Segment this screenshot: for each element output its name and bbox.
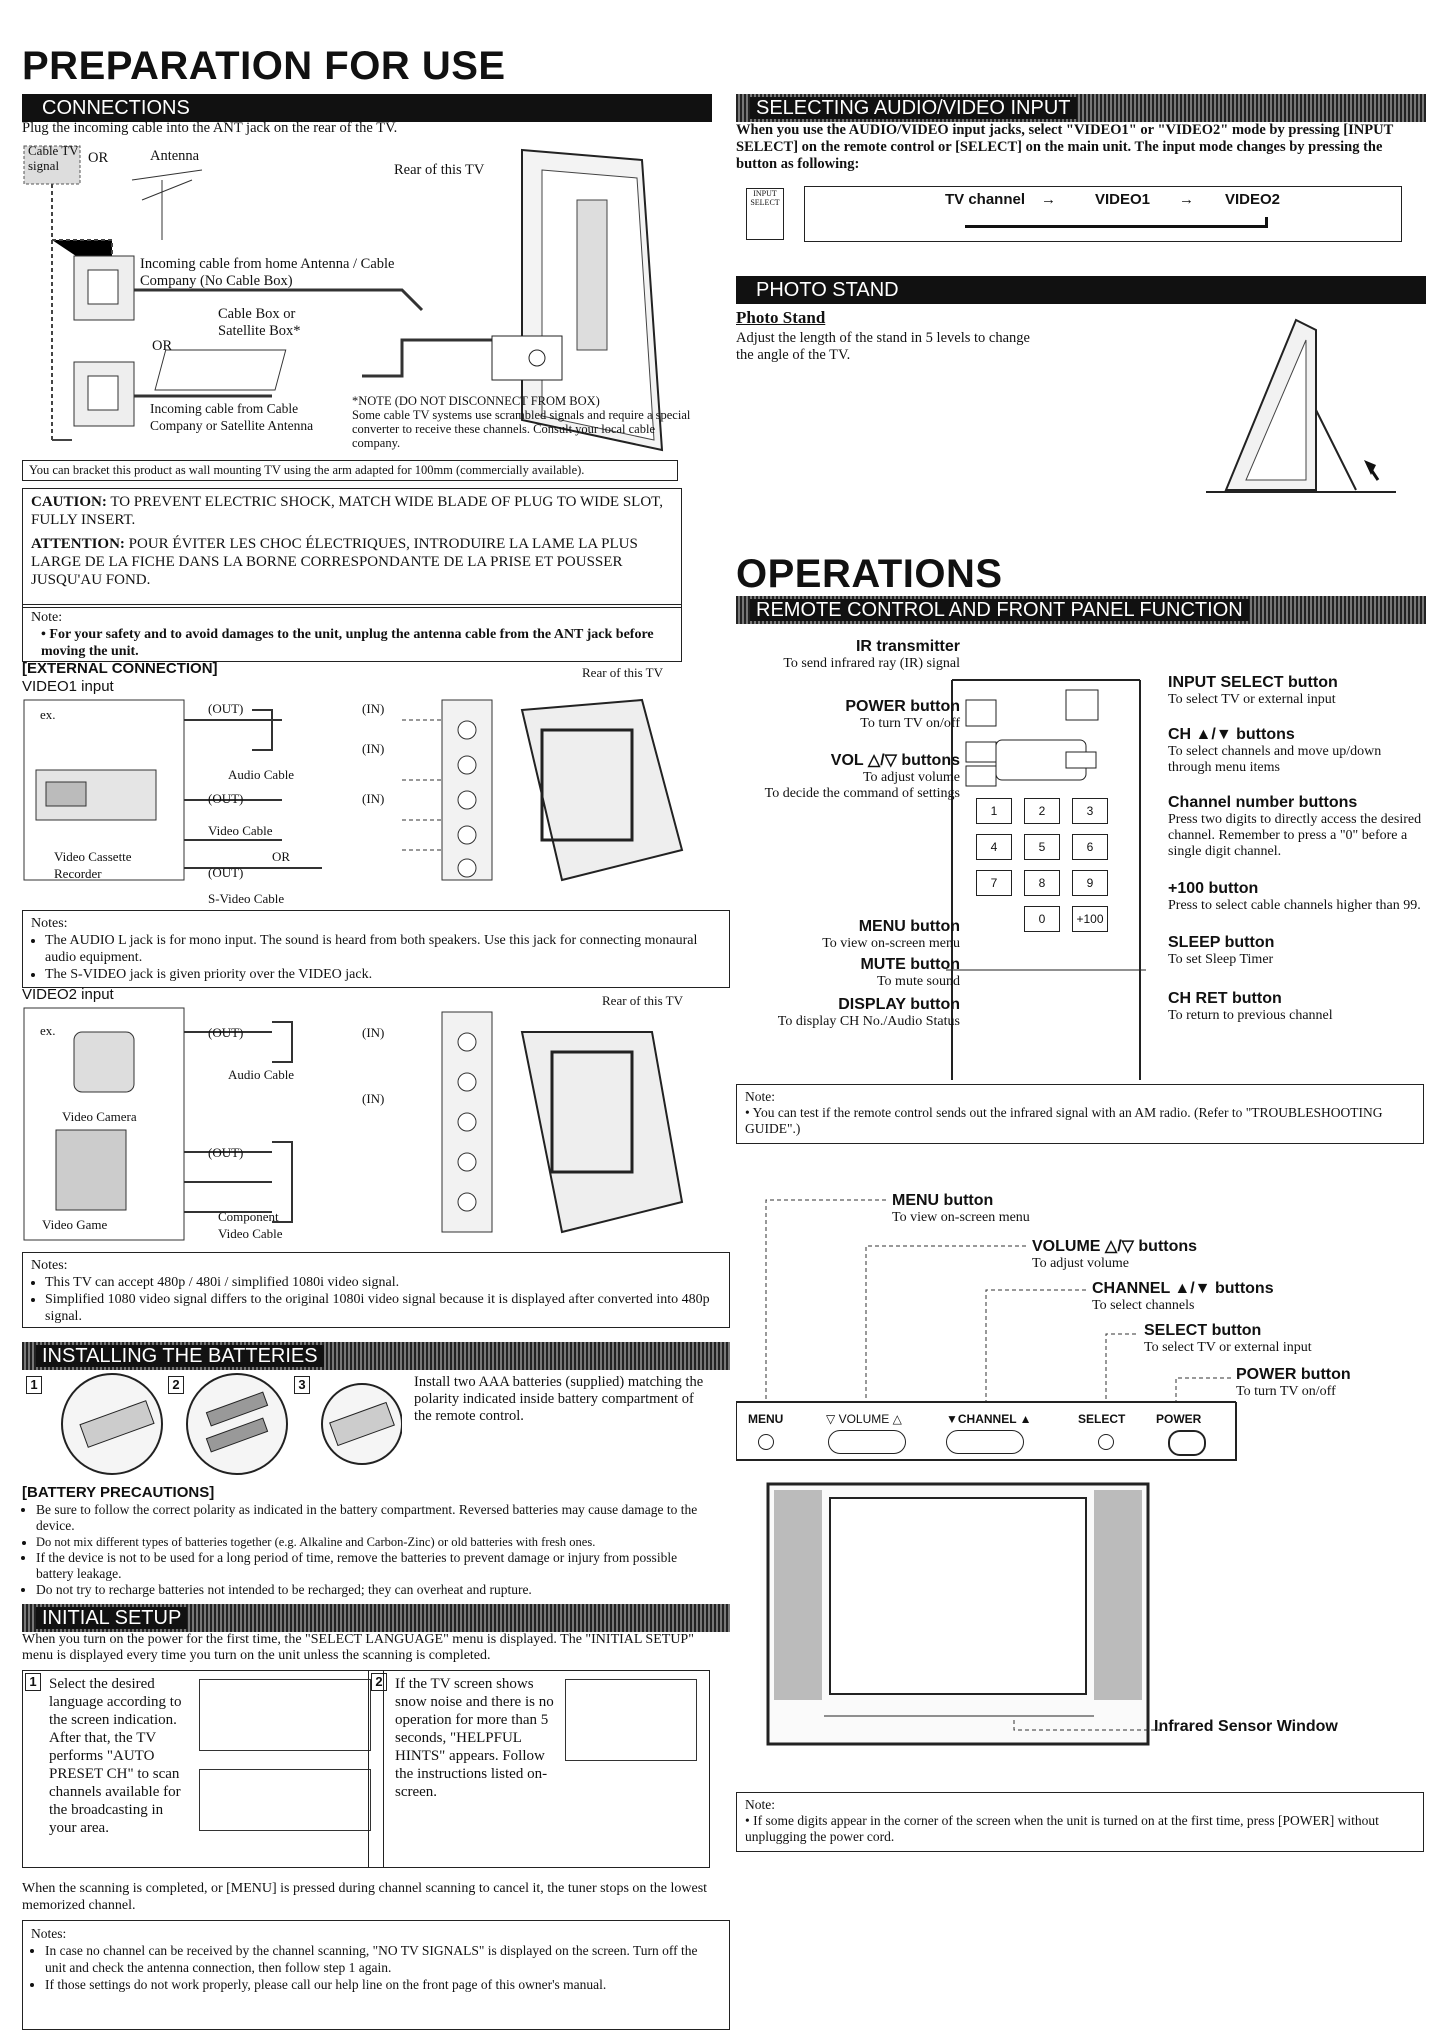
input-select-callout [1168, 674, 1338, 708]
in-label-5: (IN) [362, 1091, 385, 1106]
mute-button-callout [860, 956, 960, 990]
number-key[interactable]: 4 [976, 834, 1012, 860]
panel-menu-button[interactable] [758, 1434, 774, 1450]
number-key[interactable]: 6 [1072, 834, 1108, 860]
page-title: PREPARATION FOR USE [22, 44, 506, 88]
ir-transmitter-label: IR transmitter [855, 638, 960, 655]
photo-stand-text: Adjust the length of the stand in 5 levels to change the angle of the TV. [736, 330, 1030, 363]
av-bar: SELECTING AUDIO/VIDEO INPUT [736, 94, 1426, 122]
plus100-label: +100 button [1168, 880, 1259, 897]
front-channel-desc: To select channels [1092, 1298, 1195, 1313]
attention-label: ATTENTION: [31, 536, 125, 552]
audio-cable-label: Audio Cable [228, 767, 295, 782]
svideo-cable-label: S-Video Cable [208, 891, 285, 906]
sensor-label: Infrared Sensor Window [1154, 1718, 1338, 1735]
display-button-label: DISPLAY button [838, 996, 960, 1013]
front-power-desc: To turn TV on/off [1236, 1384, 1336, 1399]
number-key[interactable]: 8 [1024, 870, 1060, 896]
in-label-4: (IN) [362, 1025, 385, 1040]
or-label: OR [88, 150, 109, 166]
input-cycle-box [804, 186, 1402, 242]
vol-desc: To adjust volume [862, 770, 960, 785]
panel-menu-label: MENU [748, 1412, 784, 1426]
cable-note [352, 394, 702, 450]
panel-volume-button[interactable] [828, 1430, 906, 1454]
caution-label: CAUTION: [31, 494, 107, 510]
out-label: (OUT) [208, 701, 244, 716]
cable-tv-signal-label: Cable TV signal [28, 143, 79, 173]
audio-cable-label-2: Audio Cable [228, 1067, 295, 1082]
batteries-bar: INSTALLING THE BATTERIES [22, 1342, 730, 1370]
front-channel-label: CHANNEL ▲/▼ buttons [1092, 1280, 1274, 1297]
setup-note-item: • In case no channel can be received by the channel scanning, "NO TV SIGNALS" is displayed on the screen. Turn off the unit and check the antenna connection, then follow step 1 again. [45, 1942, 721, 1976]
out-label-5: (OUT) [208, 1145, 244, 1160]
game-label: Video Game [42, 1217, 108, 1232]
attention-text: POUR ÉVITER LES CHOC ÉLECTRIQUES, INTRODUIRE LA LAME LA PLUS LARGE DE LA FICHE DANS LA BORNE CORRESPONDANTE DE LA PRISE ET POUSSER JUSQU'AU FOND. [31, 536, 638, 588]
cable-box-label: Cable Box or Satellite Box* [218, 306, 301, 339]
in-label-3: (IN) [362, 791, 385, 806]
sleep-label: SLEEP button [1168, 934, 1275, 951]
precaution-item: • Do not try to recharge batteries not intended to be recharged; they can overheat and rupture. [36, 1582, 706, 1598]
display-button-callout [778, 996, 960, 1030]
ch-ret-callout [1168, 990, 1333, 1024]
language-menu-screen [199, 1679, 371, 1751]
front-volume-desc: To adjust volume [1032, 1256, 1130, 1271]
batteries-diagram [22, 1372, 402, 1482]
number-key[interactable]: 0 [1024, 906, 1060, 932]
precaution-item: • Be sure to follow the correct polarity as indicated in the battery compartment. Reversed batteries may cause damage to the device. [36, 1502, 706, 1534]
caution-box [22, 488, 682, 608]
input-select-desc: To select TV or external input [1168, 692, 1336, 707]
video2-label: VIDEO2 [1225, 191, 1281, 208]
out-label-3: (OUT) [208, 865, 244, 880]
setup-bar: INITIAL SETUP [22, 1604, 730, 1632]
remote-note-text: You can test if the remote control sends out the infrared signal with an AM radio. (Refer to "TROUBLESHOOTING GUIDE".) [745, 1105, 1383, 1136]
step-2-badge: 2 [168, 1376, 184, 1394]
remote-note-title: Note: [745, 1089, 775, 1104]
sleep-desc: To set Sleep Timer [1168, 952, 1274, 967]
channel-number-label: Channel number buttons [1168, 794, 1358, 811]
in-label-2: (IN) [362, 741, 385, 756]
photo-stand-title: Photo Stand [736, 308, 826, 327]
antenna-label: Antenna [150, 148, 200, 164]
settings-callout [765, 786, 960, 802]
incoming-company-label: Incoming cable from Cable Company or Satellite Antenna [150, 401, 314, 433]
number-key[interactable]: 1 [976, 798, 1012, 824]
tv-channel-label: TV channel [945, 191, 1026, 208]
mute-button-label: MUTE button [860, 956, 960, 973]
menu-button-label: MENU button [858, 918, 960, 935]
battery-precautions-list [22, 1502, 706, 1598]
setup-step-2 [368, 1670, 710, 1868]
setup-note-item: • If those settings do not work properly, please call our help line on the front page of this owner's manual. [45, 1976, 721, 1993]
precaution-item: • Do not mix different types of batteries together (e.g. Alkaline and Carbon-Zinc) or old batteries with fresh ones. [36, 1534, 706, 1550]
cycle-arrow-2: → [1179, 191, 1194, 208]
step-3-badge: 3 [294, 1376, 310, 1394]
notes-signal-item: • This TV can accept 480p / 480i / simplified 1080i video signal. [45, 1274, 721, 1291]
menu-button-desc: To view on-screen menu [822, 936, 960, 951]
ch-desc: To select channels and move up/down through menu items [1168, 744, 1382, 775]
plus100-desc: Press to select cable channels higher than 99. [1168, 898, 1421, 913]
number-key[interactable]: 2 [1024, 798, 1060, 824]
cable-note-text: Some cable TV systems use scrambled signals and require a special converter to receive these channels. Consult your local cable company. [352, 408, 691, 450]
setup-step-1 [22, 1670, 384, 1868]
step-1-badge: 1 [26, 1376, 42, 1394]
notes-audio [22, 910, 730, 988]
ir-transmitter-desc: To send infrared ray (IR) signal [783, 656, 960, 671]
vcr-label: Video Cassette Recorder [54, 849, 132, 881]
front-select-label: SELECT button [1144, 1322, 1262, 1339]
bottom-note: Note: • If some digits appear in the corner of the screen when the unit is turned on at the first time, press [POWER] without unplugging the power cord. [736, 1792, 1424, 1852]
or-label-3: OR [272, 849, 291, 864]
channel-number-desc: Press two digits to directly access the desired channel. Remember to press a "0" before a single digit channel. [1168, 812, 1422, 859]
out-label-2: (OUT) [208, 791, 244, 806]
rear-tv-label-3: Rear of this TV [602, 993, 683, 1008]
input-select-label: INPUT SELECT [750, 189, 780, 207]
plus100-callout [1168, 880, 1421, 914]
setup-after: When the scanning is completed, or [MENU] is pressed during channel scanning to cancel it, the tuner stops on the lowest memorized channel. [22, 1881, 708, 1913]
cycle-arrow-1: → [1041, 191, 1056, 208]
channel-number-callout [1168, 794, 1426, 860]
photo-stand-bar: PHOTO STAND [736, 276, 1426, 304]
remote-bar: REMOTE CONTROL AND FRONT PANEL FUNCTION [736, 596, 1426, 624]
front-volume-label: VOLUME △/▽ buttons [1032, 1238, 1198, 1255]
caution-text: TO PREVENT ELECTRIC SHOCK, MATCH WIDE BLADE OF PLUG TO WIDE SLOT, FULLY INSERT. [31, 494, 663, 528]
front-menu-label: MENU button [892, 1192, 994, 1209]
ext-title: [EXTERNAL CONNECTION] [22, 660, 218, 677]
bottom-note-text: If some digits appear in the corner of the screen when the unit is turned on at the first time, press [POWER] without unplugging the power cord. [745, 1813, 1379, 1844]
notes-audio-title: Notes: [31, 916, 68, 931]
setup-notes [22, 1920, 730, 2030]
tv-front-diagram [764, 1480, 1184, 1750]
ex-label-2: ex. [40, 1023, 56, 1038]
notes-audio-item: • The AUDIO L jack is for mono input. The sound is heard from both speakers. Use this jack for connecting monaural audio equipment. [45, 932, 721, 966]
notes-audio-item: • The S-VIDEO jack is given priority over the VIDEO jack. [45, 966, 721, 983]
video-cable-label: Video Cable [208, 823, 273, 838]
notes-signal-title: Notes: [31, 1258, 68, 1273]
number-key[interactable]: 9 [1072, 870, 1108, 896]
panel-volume-label: ▽ VOLUME △ [826, 1412, 902, 1426]
operations-title: OPERATIONS [736, 552, 1003, 596]
front-callout-lines [736, 1190, 1426, 1470]
notes-signal [22, 1252, 730, 1328]
remote-note: Note: • You can test if the remote control sends out the infrared signal with an AM radio. (Refer to "TROUBLESHOOTING GUIDE".) [736, 1084, 1424, 1144]
or-label-2: OR [152, 338, 173, 354]
component-label: Component Video Cable [218, 1209, 283, 1241]
front-power-label: POWER button [1236, 1366, 1351, 1383]
power-button-label: POWER button [845, 698, 960, 715]
panel-power-label: POWER [1156, 1412, 1202, 1426]
front-menu-desc: To view on-screen menu [892, 1210, 1030, 1225]
cycle-return-line [965, 217, 1268, 228]
setup-intro: When you turn on the power for the first time, the "SELECT LANGUAGE" menu is displayed. The "INITIAL SETUP" menu is displayed every time you turn on the unit unless the scanning is completed. [22, 1632, 694, 1663]
connections-bar: CONNECTIONS [22, 94, 712, 122]
setup-menu-screen [199, 1769, 371, 1831]
input-select-button[interactable] [746, 188, 784, 240]
vol-label: VOL △/▽ buttons [830, 752, 960, 769]
number-key[interactable]: 7 [976, 870, 1012, 896]
power-button-callout [845, 698, 960, 732]
out-label-4: (OUT) [208, 1025, 244, 1040]
vol-callout [831, 750, 960, 786]
setup-step-1-text: Select the desired language according to the screen indication. After that, the TV performs "AUTO PRESET CH" to scan channels available for the broadcasting in your area. [49, 1676, 182, 1836]
safety-note-text: For your safety and to avoid damages to the unit, unplug the antenna cable from the ANT jack before moving the unit. [41, 627, 654, 659]
setup-step-1-badge: 1 [25, 1673, 41, 1691]
mute-button-desc: To mute sound [876, 974, 960, 989]
video2-title: VIDEO2 input [22, 986, 114, 1003]
setup-step-2-text: If the TV screen shows snow noise and there is no operation for more than 5 seconds, "HELPFUL HINTS" appears. Follow the instructions listed on-screen. [395, 1676, 554, 1800]
hints-screen [565, 1679, 697, 1761]
bottom-note-title: Note: [745, 1797, 775, 1812]
input-select-callout-label: INPUT SELECT button [1168, 674, 1338, 691]
panel-channel-button[interactable] [946, 1430, 1024, 1454]
number-key[interactable]: 3 [1072, 798, 1108, 824]
rear-tv-label: Rear of this TV [394, 162, 485, 178]
ir-transmitter-callout [783, 638, 960, 672]
display-button-desc: To display CH No./Audio Status [777, 1014, 960, 1029]
panel-select-button[interactable] [1098, 1434, 1114, 1450]
connections-intro: Plug the incoming cable into the ANT jack on the rear of the TV. [22, 120, 398, 136]
incoming-home-label: Incoming cable from home Antenna / Cable Company (No Cable Box) [140, 256, 395, 289]
setup-notes-title: Notes: [31, 1926, 67, 1941]
setup-step-2-badge: 2 [371, 1673, 387, 1691]
camera-label: Video Camera [62, 1109, 137, 1124]
photo-stand-diagram [1206, 310, 1406, 500]
bracket-note: You can bracket this product as wall mounting TV using the arm adapted for 100mm (commercially available). [22, 460, 678, 481]
ch-ret-desc: To return to previous channel [1168, 1008, 1333, 1023]
notes-signal-item: • Simplified 1080 video signal differs to the original 1080i video signal because it is displayed after converted into 480p signal. [45, 1291, 721, 1325]
front-select-desc: To select TV or external input [1144, 1340, 1312, 1355]
cable-note-title: *NOTE (DO NOT DISCONNECT FROM BOX) [352, 394, 600, 408]
settings-desc: To decide the command of settings [764, 786, 960, 801]
panel-power-button[interactable] [1168, 1430, 1206, 1456]
ch-label: CH ▲/▼ buttons [1168, 726, 1295, 743]
panel-select-label: SELECT [1078, 1412, 1126, 1426]
ch-callout [1168, 726, 1426, 776]
in-label: (IN) [362, 701, 385, 716]
sleep-callout [1168, 934, 1274, 968]
video1-title: VIDEO1 input [22, 678, 114, 695]
panel-channel-label: ▼CHANNEL ▲ [946, 1412, 1032, 1426]
ch-ret-label: CH RET button [1168, 990, 1282, 1007]
menu-button-callout [822, 918, 960, 952]
number-key[interactable]: 5 [1024, 834, 1060, 860]
power-button-desc: To turn TV on/off [860, 716, 960, 731]
safety-note: Note: • For your safety and to avoid damages to the unit, unplug the antenna cable from the ANT jack before moving the unit. [22, 604, 682, 662]
video1-label: VIDEO1 [1095, 191, 1151, 208]
batteries-text: Install two AAA batteries (supplied) matching the polarity indicated inside battery compartment of the remote control. [414, 1374, 704, 1424]
ex-label: ex. [40, 707, 56, 722]
precaution-item: • If the device is not to be used for a long period of time, remove the batteries to prevent damage or injury from possible battery leakage. [36, 1550, 706, 1582]
battery-precautions-title: [BATTERY PRECAUTIONS] [22, 1484, 215, 1501]
number-key[interactable]: +100 [1072, 906, 1108, 932]
safety-note-title: Note: [31, 610, 63, 625]
av-text: When you use the AUDIO/VIDEO input jacks, select "VIDEO1" or "VIDEO2" mode by pressing [INPUT SELECT] on the remote control or [SELECT] on the main unit. The input mode changes by pressing the button as following: [736, 122, 1393, 172]
rear-tv-label-2: Rear of this TV [582, 665, 663, 680]
